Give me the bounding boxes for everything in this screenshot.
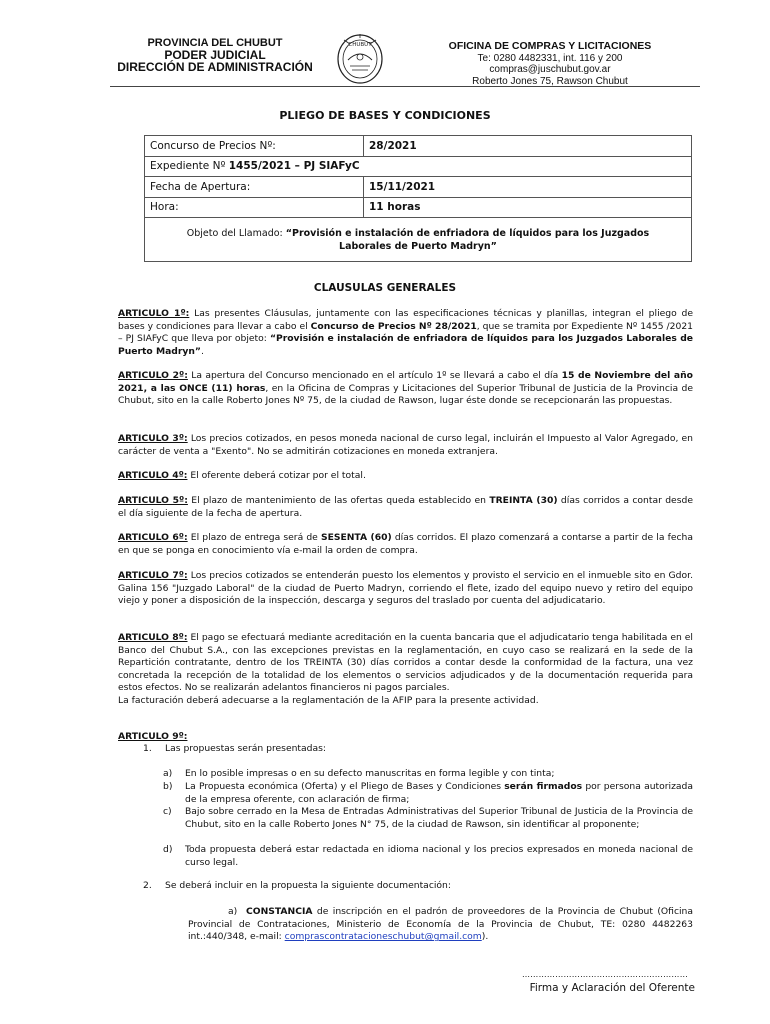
time-label: Hora: [145,197,364,218]
list-marker: c) [163,806,172,817]
table-row [145,136,692,157]
article-1 [118,308,693,358]
article-heading: ARTICULO 5º: [118,495,188,506]
list-text: Se deberá incluir en la propuesta la siguiente documentación: [165,880,451,891]
list-marker: 2. [143,880,152,891]
list-marker: b) [163,781,173,792]
article-text: La apertura del Concurso mencionado en el artículo 1º se llevará a cabo el día [187,370,562,381]
list-marker: 1. [143,743,152,754]
article-heading: ARTICULO 9º: [118,731,188,742]
table-row [145,197,692,218]
article-bold: SESENTA (60) [320,532,392,543]
tender-info-table [144,135,692,262]
svg-text:CHUBUT: CHUBUT [348,42,372,48]
article-7 [118,570,693,608]
article-6 [118,532,693,557]
document-title: PLIEGO DE BASES Y CONDICIONES [279,109,491,122]
file-number [145,156,692,177]
header-right [405,41,695,87]
call-object-value: “Provisión e instalación de enfriadora de líquidos para los Juzgados Laborales de Puerto Madryn” [285,227,650,252]
general-clauses-title: CLAUSULAS GENERALES [313,282,457,294]
article-4 [118,470,693,483]
table-row [145,177,692,198]
list-text-part: La Propuesta económica (Oferta) y el Pliego de Bases y Condiciones [185,781,505,792]
table-row [145,156,692,177]
office-address: Roberto Jones 75, Rawson Chubut [472,75,628,87]
article-heading: ARTICULO 1º: [118,308,190,319]
article-text: Las presentes Cláusulas, juntamente con las especificaciones técnicas y planillas, integran el pliego de bases y condiciones para llevar a cabo el [118,308,693,332]
list-text-part: por persona autorizada de la empresa oferente, con aclaración de firma; [185,781,693,805]
signature-line: …………………………………………………… [522,970,688,979]
office-title: OFICINA DE COMPRAS Y LICITACIONES [448,40,652,52]
list-text: Bajo sobre cerrado en la Mesa de Entradas Administrativas del Superior Tribunal de Justicia de la Provincia de Chubut, sito en la calle Roberto Jones N° 75, de la ciudad de Rawson, sin identificar al proponente; [185,806,693,830]
article-heading: ARTICULO 6º: [118,532,188,543]
file-value: 1455/2021 – PJ SIAFyC [228,160,360,173]
list-item [143,880,693,893]
article-2 [118,370,693,408]
opening-date-label: Fecha de Apertura: [145,177,364,198]
article-heading: ARTICULO 3º: [118,433,188,444]
article-text: El oferente deberá cotizar por el total. [187,470,366,481]
signature-label: Firma y Aclaración del Oferente [529,982,695,994]
file-label: Expediente Nº [150,160,229,173]
article-bold: 15 de Noviembre del año 2021, a las ONCE (11) horas [118,370,693,394]
article-bold: Concurso de Precios Nº 28/2021 [310,320,477,332]
article-text: El plazo de entrega será de [187,532,321,543]
article-text: El plazo de mantenimiento de las ofertas queda establecido en [187,495,490,506]
article-9-heading [118,731,693,744]
article-5 [118,495,693,520]
list-marker: d) [163,844,173,855]
article-text: , en la Oficina de Compras y Licitaciones del Superior Tribunal de Justicia de la Provincia de Chubut, sito en la calle Roberto Jones Nº 75, de la ciudad de Rawson, lugar éste donde se recepcionarán las propuestas. [118,382,693,407]
article-3 [118,433,693,458]
time-value: 11 horas [364,197,692,218]
article-text: Los precios cotizados, en pesos moneda nacional de curso legal, incluirán el Impuesto al Valor Agregado, en carácter de venta a "Exento". No se admitirán cotizaciones en moneda extranjera. [118,433,693,457]
list-item [163,781,693,807]
article-heading: ARTICULO 8º: [118,632,188,643]
article-text: La facturación deberá adecuarse a la reglamentación de la AFIP para la presente actividad. [118,694,539,706]
list-text: Toda propuesta deberá estar redactada en idioma nacional y los precios expresados en moneda nacional de curso legal. [185,844,693,868]
list-text-bold: serán firmados [504,781,583,792]
admin-direction: DIRECCIÓN DE ADMINISTRACIÓN [117,60,313,74]
contest-label: Concurso de Precios Nº: [145,136,364,157]
header-divider [110,86,700,87]
province-name: PROVINCIA DEL CHUBUT [147,37,283,49]
header-left [100,37,330,73]
provincial-seal-icon [334,30,386,86]
list-text: Las propuestas serán presentadas: [165,743,327,754]
list-item [163,844,693,870]
article-text: Los precios cotizados se entenderán puesto los elementos y provisto el servicio en el inmueble sito en Gdor. Galina 156 "Juzgado Laboral" de la ciudad de Puerto Madryn, corriendo el flete, izado del equipo nuevo y retiro del equipo viejo y poner a disposición de la inspección, descarga y seguros del traslado por cuenta del adjudicatario. [118,570,693,607]
article-text: El pago se efectuará mediante acreditación en la cuenta bancaria que el adjudicatario tenga habilitada en el Banco del Chubut S.A., con las excepciones previstas en la reglamentación, en cuyo caso se realizará en la sede de la Repartición contratante, dentro de los TREINTA (30) días corridos a contar desde la conformidad de la factura, una vez concretada la recepción de la totalidad de los elementos o servicios adjudicados y de la documentación requerida para estos efectos. No se realizarán adelantos financieros ni pagos parciales. [118,632,693,694]
article-text: días corridos a contar desde el día siguiente de la fecha de apertura. [118,495,693,519]
list-marker: a) [163,768,173,779]
list-text [185,781,693,806]
list-item [163,806,693,844]
email-link[interactable]: comprascontratacioneschubut@gmail.com [284,931,482,943]
article-8 [118,632,693,708]
article-text: días corridos. El plazo comenzará a contarse a partir de la fecha en que se ponga en conocimiento vía e-mail la orden de compra. [118,532,693,556]
article-bold: TREINTA (30) [489,495,558,506]
list-text-bold: CONSTANCIA [246,906,313,917]
list-text: En lo posible impresas o en su defecto manuscritas en forma legible y con tinta; [185,768,555,779]
article-bold: “Provisión e instalación de enfriadora de líquidos para los Juzgados Laborales de Puerto Madryn” [118,333,693,357]
article-heading: ARTICULO 4º: [118,470,188,481]
table-row [145,218,692,262]
judicial-power: PODER JUDICIAL [164,48,266,62]
article-text: . [200,345,204,357]
list-item [143,743,693,756]
article-heading: ARTICULO 2º: [118,370,188,381]
call-object [145,218,692,262]
list-item [163,768,693,781]
contest-value: 28/2021 [364,136,692,157]
office-email: compras@juschubut.gov.ar [489,64,611,75]
article-9-doc-a [188,906,693,944]
list-marker: a) [228,906,238,917]
call-object-label: Objeto del Llamado: [186,227,286,239]
opening-date-value: 15/11/2021 [364,177,692,198]
office-phone: Te: 0280 4482331, int. 116 y 200 [477,52,623,64]
article-heading: ARTICULO 7º: [118,570,188,581]
article-text: , que se tramita por Expediente Nº 1455 /2021 – PJ SIAFyC que lleva por objeto: [118,320,694,345]
list-text: ). [481,931,489,943]
list-text: de inscripción en el padrón de proveedores de la Provincia de Chubut (Oficina Provincial de Contrataciones, Ministerio de Economía de la Provincia de Chubut, TE: 0280 4482263 int.:440/348, e-mail: [188,906,694,943]
